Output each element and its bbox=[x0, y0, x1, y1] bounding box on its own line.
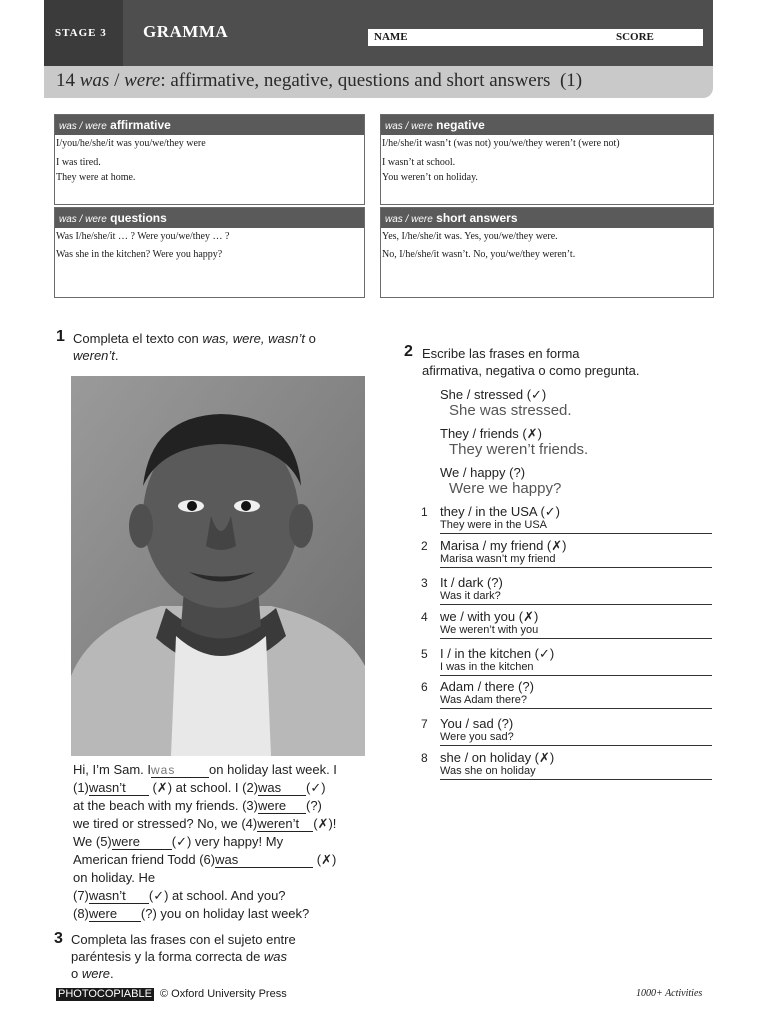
answer-line bbox=[440, 567, 712, 568]
example-prompt: We / happy (?) bbox=[440, 465, 526, 480]
grammar-heading: was / were negative bbox=[381, 115, 713, 135]
grammar-box-negative bbox=[380, 114, 714, 205]
blank-2[interactable]: was bbox=[258, 781, 306, 796]
photo-illustration bbox=[71, 376, 365, 756]
answer-line bbox=[440, 604, 712, 605]
item-prompt: Adam / there (?) bbox=[440, 679, 534, 694]
exercise-1-instruction: Completa el texto con was, were, wasn’t o weren’t. bbox=[73, 331, 316, 363]
item-prompt: Marisa / my friend (✗) bbox=[440, 538, 567, 553]
text-line: (1)wasn’t (✗) at school. I (2)was (✓) bbox=[73, 780, 326, 795]
item-answer-field[interactable]: Was Adam there? bbox=[440, 694, 528, 706]
grammar-box-short-answers bbox=[380, 207, 714, 298]
item-answer-field[interactable]: Were you sad? bbox=[440, 731, 514, 743]
blank-1[interactable]: wasn’t bbox=[89, 781, 149, 796]
example-prompt: They / friends (✗) bbox=[440, 426, 542, 441]
example-answer: They weren’t friends. bbox=[449, 441, 589, 458]
answer-line bbox=[440, 533, 712, 534]
blank-example[interactable]: was bbox=[151, 763, 209, 778]
blank-4[interactable]: weren’t bbox=[257, 817, 313, 832]
grammar-box-questions bbox=[54, 207, 365, 298]
item-answer-field[interactable]: Was it dark? bbox=[440, 590, 501, 602]
item-number: 7 bbox=[421, 717, 428, 731]
item-prompt: we / with you (✗) bbox=[440, 609, 539, 624]
item-number: 1 bbox=[421, 505, 428, 519]
grammar-line: They were at home. bbox=[56, 172, 136, 183]
title-were: were bbox=[124, 70, 161, 91]
series-title: GRAMMA bbox=[143, 22, 229, 41]
grammar-line: Was she in the kitchen? Were you happy? bbox=[56, 249, 223, 260]
text-line: We (5)were (✓) very happy! My bbox=[73, 834, 284, 849]
answer-line bbox=[440, 638, 712, 639]
item-number: 6 bbox=[421, 680, 428, 694]
name-label: NAME bbox=[374, 31, 408, 43]
example-prompt: She / stressed (✓) bbox=[440, 387, 547, 402]
blank-6[interactable]: was bbox=[215, 853, 313, 868]
text-line: we tired or stressed? No, we (4)weren’t (✗)! bbox=[73, 816, 337, 831]
item-answer-field[interactable]: They were in the USA bbox=[440, 519, 547, 531]
item-number: 8 bbox=[421, 751, 428, 765]
item-answer-field[interactable]: We weren’t with you bbox=[440, 624, 539, 636]
text-line: (8)were (?) you on holiday last week? bbox=[73, 906, 310, 921]
grammar-heading: was / were short answers bbox=[381, 208, 713, 228]
text-line: American friend Todd (6)was (✗) bbox=[73, 852, 337, 867]
example-answer: She was stressed. bbox=[449, 402, 572, 419]
grammar-line: You weren’t on holiday. bbox=[382, 172, 478, 183]
answer-line bbox=[440, 675, 712, 676]
grammar-line: Yes, I/he/she/it was. Yes, you/we/they were. bbox=[382, 231, 558, 242]
exercise-3-number: 3 bbox=[54, 930, 63, 947]
text-line: Hi, I’m Sam. Iwas on holiday last week. I bbox=[73, 762, 337, 777]
text-line: on holiday. He bbox=[73, 870, 156, 885]
grammar-line: I was tired. bbox=[56, 157, 101, 168]
item-prompt: she / on holiday (✗) bbox=[440, 750, 555, 765]
title-part: (1) bbox=[559, 70, 583, 91]
publisher-credit: © Oxford University Press bbox=[160, 988, 287, 1000]
item-prompt: I / in the kitchen (✓) bbox=[440, 646, 555, 661]
item-number: 2 bbox=[421, 539, 428, 553]
grammar-line: I/you/he/she/it was you/we/they were bbox=[56, 138, 206, 149]
boy-photo bbox=[71, 376, 365, 756]
answer-line bbox=[440, 779, 712, 780]
grammar-line: Was I/he/she/it … ? Were you/we/they … ? bbox=[56, 231, 230, 242]
worksheet-title bbox=[56, 70, 582, 92]
example-answer: Were we happy? bbox=[449, 480, 562, 497]
blank-3[interactable]: were bbox=[258, 799, 306, 814]
exercise-1-number: 1 bbox=[56, 328, 65, 345]
score-label: SCORE bbox=[616, 31, 654, 43]
answer-line bbox=[440, 745, 712, 746]
item-number: 3 bbox=[421, 576, 428, 590]
text-line: (7)wasn’t (✓) at school. And you? bbox=[73, 888, 286, 903]
blank-7[interactable]: wasn’t bbox=[89, 889, 149, 904]
title-rest: : affirmative, negative, questions and short answers bbox=[160, 70, 551, 91]
grammar-heading: was / were affirmative bbox=[55, 115, 364, 135]
item-answer-field[interactable]: I was in the kitchen bbox=[440, 661, 534, 673]
text-line: at the beach with my friends. (3)were (?) bbox=[73, 798, 322, 813]
photocopiable-badge: PHOTOCOPIABLE bbox=[58, 988, 152, 1000]
exercise-2-number: 2 bbox=[404, 343, 413, 360]
activities-label: 1000+ Activities bbox=[636, 988, 703, 999]
grammar-line: No, I/he/she/it wasn’t. No, you/we/they weren’t. bbox=[382, 249, 576, 260]
item-prompt: You / sad (?) bbox=[440, 716, 514, 731]
item-answer-field[interactable]: Was she on holiday bbox=[440, 765, 536, 777]
item-answer-field[interactable]: Marisa wasn’t my friend bbox=[440, 553, 556, 565]
answer-line bbox=[440, 708, 712, 709]
grammar-box-affirmative bbox=[54, 114, 365, 205]
blank-5[interactable]: were bbox=[112, 835, 172, 850]
blank-8[interactable]: were bbox=[89, 907, 141, 922]
title-was: was bbox=[79, 70, 110, 91]
grammar-line: I wasn’t at school. bbox=[382, 157, 456, 168]
exercise-3-instruction: Completa las frases con el sujeto entre paréntesis y la forma correcta de was o were. bbox=[71, 932, 296, 981]
stage-label: STAGE 3 bbox=[55, 27, 107, 39]
grammar-heading: was / were questions bbox=[55, 208, 364, 228]
exercise-2-instruction: Escribe las frases en forma afirmativa, negativa o como pregunta. bbox=[422, 346, 640, 378]
exercise-1-text bbox=[73, 761, 373, 923]
item-number: 4 bbox=[421, 610, 428, 624]
title-slash: / bbox=[109, 70, 125, 91]
grammar-line: I/he/she/it wasn’t (was not) you/we/they weren’t (were not) bbox=[382, 138, 620, 149]
title-number: 14 bbox=[56, 70, 75, 91]
item-prompt: they / in the USA (✓) bbox=[440, 504, 560, 519]
item-prompt: It / dark (?) bbox=[440, 575, 503, 590]
item-number: 5 bbox=[421, 647, 428, 661]
